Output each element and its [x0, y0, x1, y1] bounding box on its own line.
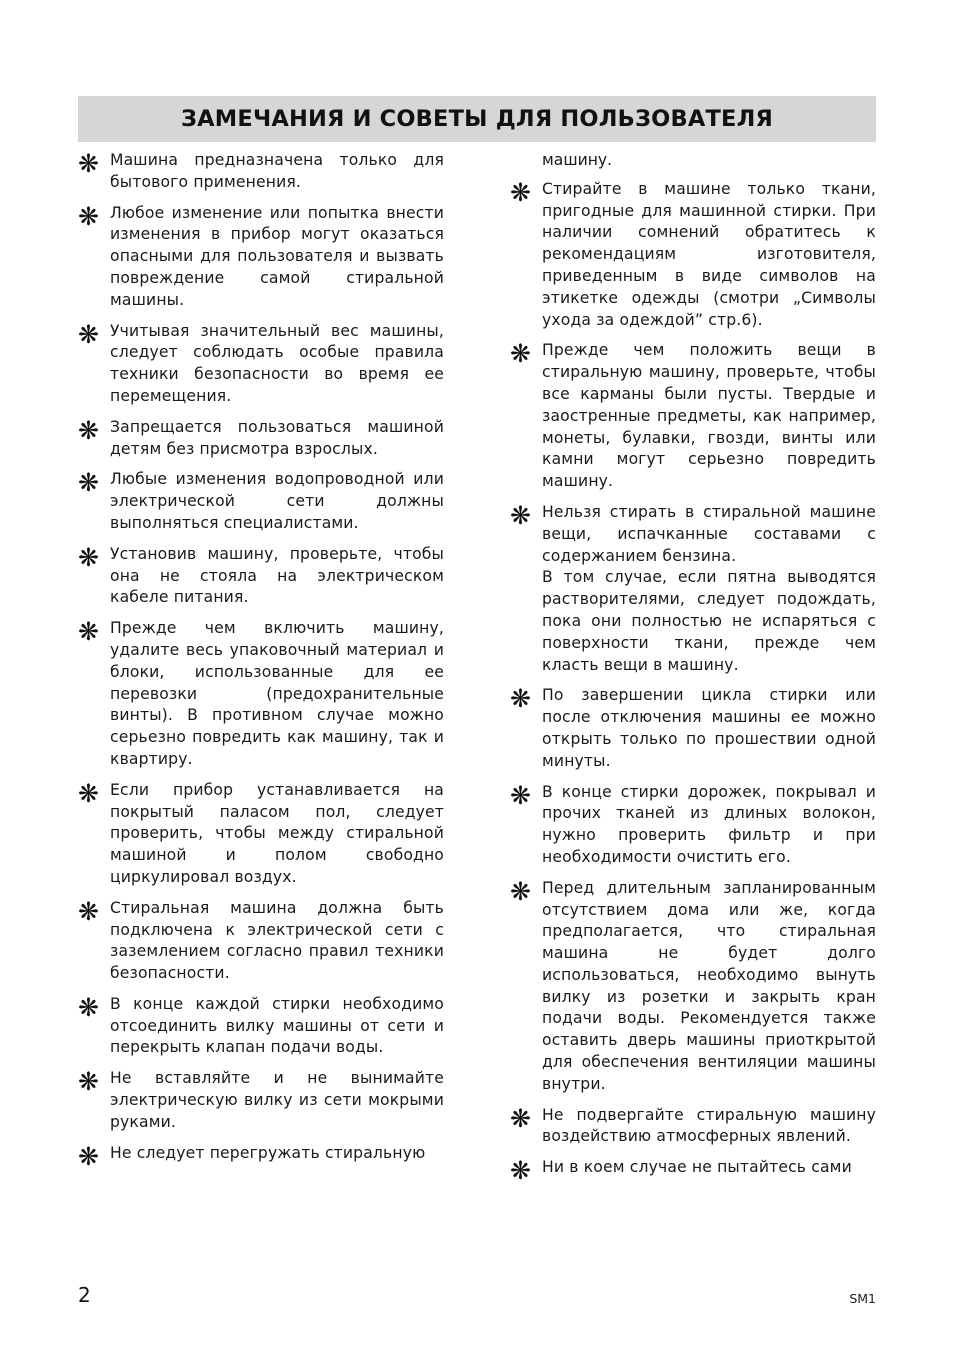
item-text: В конце каждой стирки необходимо отсоединить вилку машины от сети и перекрыть клапан подачи воды.	[110, 994, 444, 1057]
item-text: Любые изменения водопроводной или электрической сети должны выполняться специалистами.	[110, 470, 444, 532]
list-item	[78, 417, 444, 461]
item-text: Запрещается пользоваться машиной детям без присмотра взрослых.	[110, 417, 444, 458]
item-text: По завершении цикла стирки или после отключения машины ее можно открыть только по прошествии одной минуты.	[542, 686, 876, 770]
item-text: Не вставляйте и не вынимайте электрическую вилку из сети мокрыми руками.	[110, 1069, 444, 1131]
item-text: Не следует перегружать стиральную	[110, 1143, 426, 1162]
item-subtext: В том случае, если пятна выводятся растворителями, следует подождать, пока они полностью не испаряться с поверхности ткани, прежде чем класть вещи в машину.	[542, 568, 876, 674]
list-item	[510, 340, 876, 493]
list-item	[510, 1156, 876, 1186]
list-item	[78, 544, 444, 609]
list-item	[510, 502, 876, 676]
list-item	[78, 898, 444, 985]
item-text: Ни в коем случае не пытайтесь сами	[542, 1158, 852, 1177]
item-text: Не подвергайте стиральную машину воздействию атмосферных явлений.	[542, 1105, 876, 1146]
asterisk-bullet-icon: ❋	[78, 1141, 99, 1171]
list-item	[78, 618, 444, 771]
asterisk-bullet-icon: ❋	[78, 149, 99, 178]
asterisk-bullet-icon: ❋	[78, 778, 99, 808]
item-text: Любое изменение или попытка внести изменения в прибор могут оказаться опасными для пользователя и вызвать повреждение самой стиральной машины.	[110, 203, 444, 309]
item-text: Если прибор устанавливается на покрытый паласом пол, следует проверить, чтобы между стиральной машиной и полом свободно циркулировал воздух.	[110, 780, 444, 886]
list-item	[78, 1141, 444, 1171]
document-code: SM1	[849, 1291, 876, 1306]
list-item	[78, 994, 444, 1059]
asterisk-bullet-icon: ❋	[510, 1156, 531, 1186]
item-text: Перед длительным запланированным отсутствием дома или же, когда предполагается, что стиральная машина не будет долго использоваться, необходимо вынуть вилку из розетки и закрыть кран подачи воды. Рекомендуется также оставить дверь машины приоткрытой для обеспечения вентиляции машины внутри.	[542, 878, 876, 1093]
asterisk-bullet-icon: ❋	[78, 896, 99, 926]
page-number: 2	[78, 1283, 91, 1307]
asterisk-bullet-icon: ❋	[78, 542, 99, 572]
item-text: Стирайте в машине только ткани, пригодные для машинной стирки. При наличии сомнений обратитесь к рекомендациям изготовителя, приведенным в виде символов на этикетке одежды (смотри „Символы ухода за одеждой” стр.6).	[542, 179, 876, 329]
asterisk-bullet-icon: ❋	[78, 319, 99, 349]
list-item	[510, 179, 876, 332]
list-item	[78, 1068, 444, 1133]
page-title: ЗАМЕЧАНИЯ И СОВЕТЫ ДЛЯ ПОЛЬЗОВАТЕЛЯ	[181, 106, 773, 132]
list-item	[78, 203, 444, 312]
continuation	[510, 150, 876, 172]
left-column	[78, 150, 444, 1173]
list-item	[510, 685, 876, 772]
list-item	[510, 1105, 876, 1149]
item-text: Прежде чем включить машину, удалите весь упаковочный материал и блоки, использованные для ее перевозки (предохранительные винты). В противном случае можно серьезно повредить как машину, так и квартиру.	[110, 619, 444, 768]
asterisk-bullet-icon: ❋	[510, 339, 531, 369]
list-item	[78, 321, 444, 408]
asterisk-bullet-icon: ❋	[510, 177, 531, 207]
item-text: Стиральная машина должна быть подключена к электрической сети с заземлением согласно правил техники безопасности.	[110, 898, 444, 983]
item-text: Нельзя стирать в стиральной машине вещи, испачканные составами с содержанием бензина.	[542, 502, 876, 565]
asterisk-bullet-icon: ❋	[78, 201, 99, 231]
item-text: Учитывая значительный вес машины, следует соблюдать особые правила техники безопасности во время ее перемещения.	[110, 321, 444, 405]
asterisk-bullet-icon: ❋	[510, 684, 531, 714]
list-item	[78, 780, 444, 889]
asterisk-bullet-icon: ❋	[510, 1103, 531, 1133]
asterisk-bullet-icon: ❋	[78, 468, 99, 498]
list-item	[510, 878, 876, 1096]
asterisk-bullet-icon: ❋	[78, 1067, 99, 1097]
item-text: Машина предназначена только для бытового применения.	[110, 151, 444, 191]
asterisk-bullet-icon: ❋	[78, 415, 99, 445]
item-text: Установив машину, проверьте, чтобы она не стояла на электрическом кабеле питания.	[110, 544, 444, 607]
asterisk-bullet-icon: ❋	[510, 500, 531, 530]
list-item	[510, 782, 876, 869]
asterisk-bullet-icon: ❋	[78, 617, 99, 647]
asterisk-bullet-icon: ❋	[510, 780, 531, 810]
title-bar	[78, 96, 876, 142]
continuation-text: машину.	[542, 151, 613, 169]
right-column	[510, 150, 876, 1188]
list-item	[78, 150, 444, 194]
asterisk-bullet-icon: ❋	[78, 992, 99, 1022]
item-text: В конце стирки дорожек, покрывал и прочих тканей из длиных волокон, нужно проверить фильтр и при необходимости очистить его.	[542, 782, 876, 866]
asterisk-bullet-icon: ❋	[510, 876, 531, 906]
list-item	[78, 469, 444, 534]
item-text: Прежде чем положить вещи в стиральную машину, проверьте, чтобы все карманы были пусты. Твердые и заостренные предметы, как например, монеты, булавки, гвозди, винты или камни могут серьезно повредить машину.	[542, 341, 876, 491]
